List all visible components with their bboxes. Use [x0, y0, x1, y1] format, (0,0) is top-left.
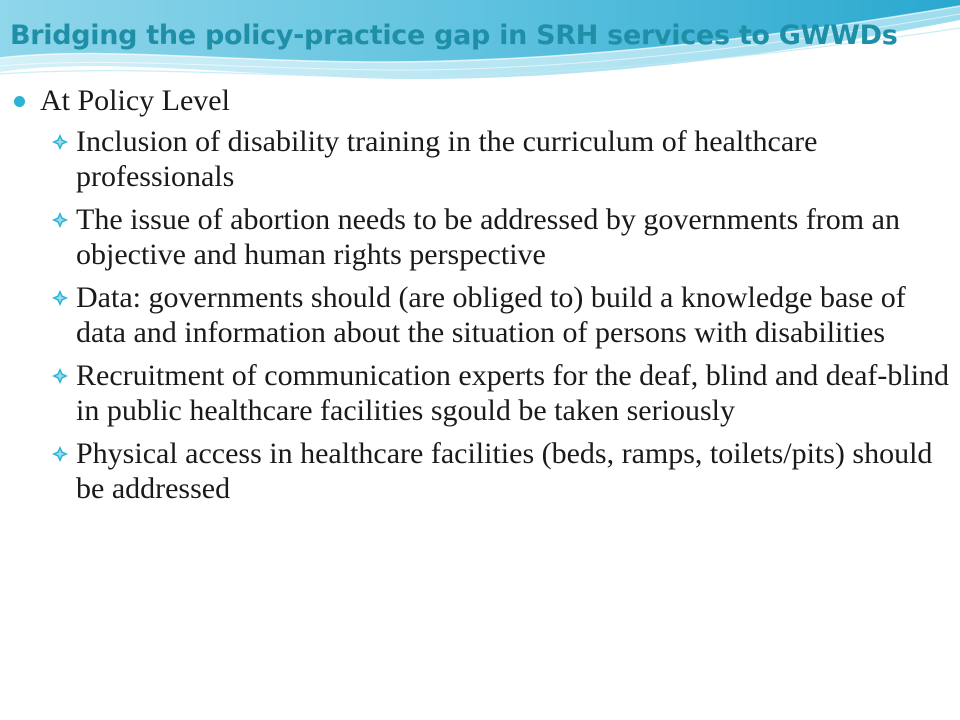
- diamond-bullet-icon: [52, 212, 68, 228]
- slide-title: Bridging the policy-practice gap in SRH services to GWWDs: [10, 20, 898, 51]
- list-item: [14, 124, 950, 194]
- list-item-text: The issue of abortion needs to be addressed by governments from an objective and human rights perspective: [76, 203, 900, 271]
- list-item: [14, 202, 950, 272]
- diamond-bullet-icon: [52, 290, 68, 306]
- diamond-bullet-icon: [52, 446, 68, 462]
- policy-level-heading: [14, 82, 950, 120]
- list-item: [14, 358, 950, 428]
- list-item-text: Physical access in healthcare facilities (beds, ramps, toilets/pits) should be addressed: [76, 437, 933, 505]
- list-item-text: Recruitment of communication experts for the deaf, blind and deaf-blind in public healthcare facilities sgould be taken seriously: [76, 359, 950, 427]
- diamond-bullet-icon: [52, 134, 68, 150]
- policy-level-label: At Policy Level: [40, 84, 230, 117]
- list-item: [14, 436, 950, 506]
- policy-items-list: [14, 124, 950, 506]
- list-item-text: Data: governments should (are obliged to) build a knowledge base of data and information about the situation of persons with disabilities: [76, 281, 906, 349]
- list-item-text: Inclusion of disability training in the curriculum of healthcare professionals: [76, 125, 818, 193]
- diamond-bullet-icon: [52, 368, 68, 384]
- list-item: [14, 280, 950, 350]
- slide-content: [14, 82, 950, 514]
- round-bullet-icon: [14, 96, 25, 107]
